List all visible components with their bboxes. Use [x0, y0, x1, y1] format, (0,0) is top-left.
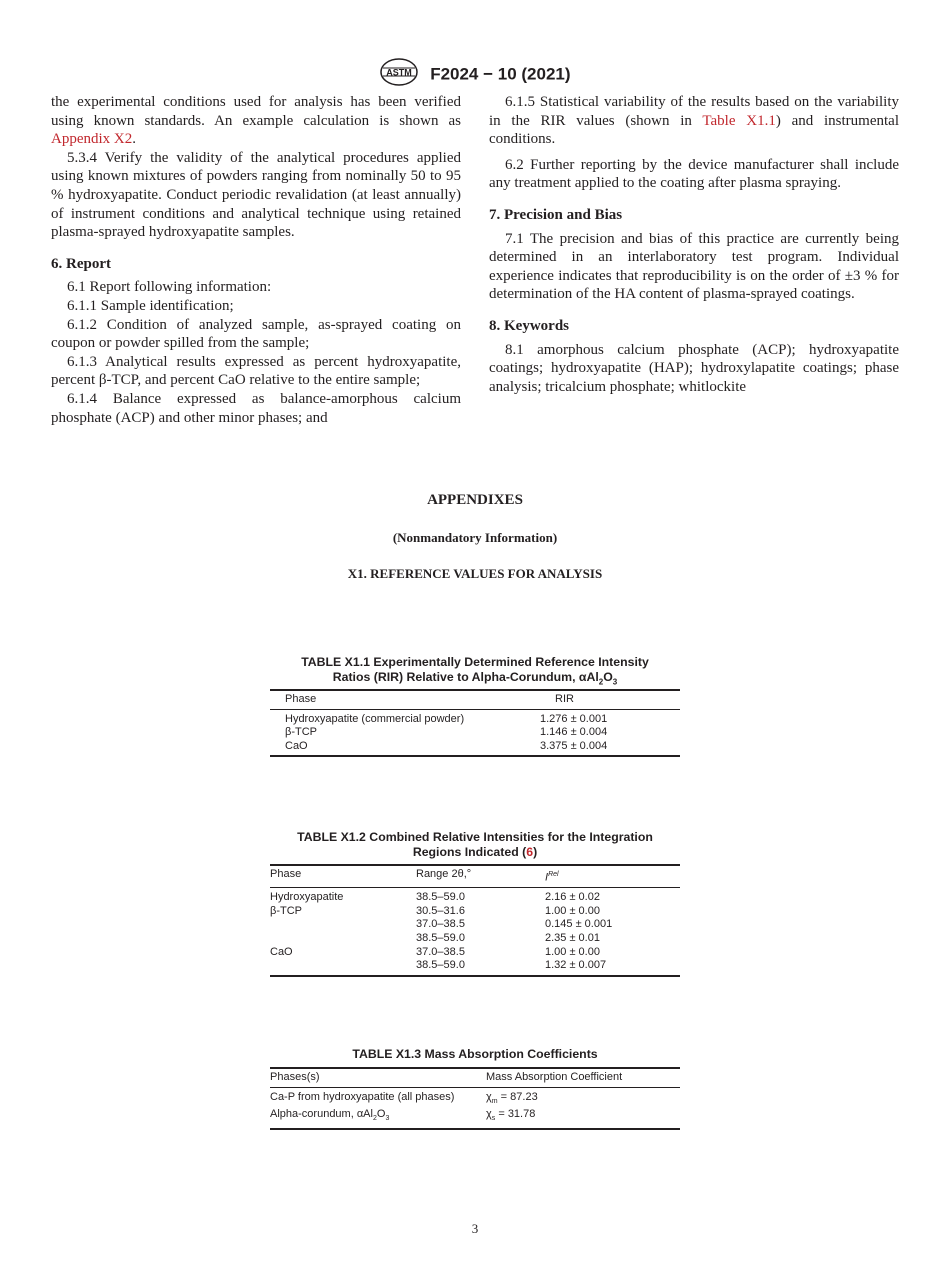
section-6-heading: 6. Report [51, 255, 111, 272]
reference-6-link[interactable]: 6 [526, 845, 534, 859]
section-7-heading: 7. Precision and Bias [489, 206, 623, 223]
table-row: 38.5–59.0 2.35 ± 0.01 [416, 932, 600, 945]
astm-logo-icon [379, 57, 419, 92]
paragraph-6-1: 6.1 Report following information: [67, 279, 272, 296]
table-row: 37.0–38.5 0.145 ± 0.001 [416, 918, 613, 931]
paragraph-5-3-4: 5.3.4 Verify the validity of the analytical procedures applied using known mixtures of powders ranging from nominally 50 to 95 % hydroxyapatite. Conduct periodic revalidation (at least annually) of instrument conditions and analytical technique using retained plasma-sprayed hydroxyapatite samples. [51, 149, 461, 241]
table-x1-3-title: TABLE X1.3 Mass Absorption Coefficients [352, 1047, 598, 1061]
paragraph-7-1: 7.1 The precision and bias of this practice are currently being determined in an interlaboratory test program. Individual experience indicates that reproducibility is on the order of ±3 % for determination of the HA content of plasma-sprayed coatings. [489, 230, 899, 303]
table-x1-1-link[interactable]: Table X1.1 [702, 112, 776, 129]
paragraph-6-1-1: 6.1.1 Sample identification; [67, 297, 234, 314]
table-row: β-TCP 1.146 ± 0.004 [285, 726, 608, 739]
left-column [51, 93, 461, 427]
table-x1-2-title: TABLE X1.2 Combined Relative Intensities for the Integration Regions Indicated (6) [297, 830, 653, 859]
paragraph-6-2: 6.2 Further reporting by the device manufacturer shall include any treatment applied to the coating after plasma spraying. [489, 156, 899, 192]
x1-heading: X1. REFERENCE VALUES FOR ANALYSIS [347, 566, 603, 581]
table-row: Hydroxyapatite (commercial powder) 1.276 ± 0.001 [285, 712, 608, 725]
table-row: Ca-P from hydroxyapatite (all phases) $\chi_m = 87.23$ [270, 1090, 538, 1105]
table-row: 38.5–59.0 1.32 ± 0.007 [270, 959, 680, 976]
paragraph-6-1-3: 6.1.3 Analytical results expressed as percent hydroxyapatite, percent β-TCP, and percent CaO relative to the entire sample; [51, 353, 461, 389]
svg-text:ASTM: ASTM [386, 67, 413, 78]
table-row: CaO 3.375 ± 0.004 [270, 740, 680, 757]
table-x1-1-title: TABLE X1.1 Experimentally Determined Reference Intensity Ratios (RIR) Relative to Alpha-Corundum, $\alpha Al_2O_3$ [301, 655, 649, 687]
appendixes-heading: APPENDIXES [427, 492, 523, 508]
paragraph-8-1: 8.1 amorphous calcium phosphate (ACP); hydroxyapatite coatings; hydroxyapatite (HAP); hydroxylapatite coatings; phase analysis; tricalcium phosphate; whitlockite [489, 341, 899, 395]
table-row: Hydroxyapatite 38.5–59.0 2.16 ± 0.02 [270, 891, 600, 904]
paragraph-6-1-4: 6.1.4 Balance expressed as balance-amorphous calcium phosphate (ACP) and other minor phases; and [51, 390, 461, 426]
paragraph-continued: the experimental conditions used for analysis has been verified using known standards. An example calculation is shown as Appendix X2. [51, 94, 461, 148]
column-header-rir: RIR [540, 690, 680, 709]
page-number: 3 [471, 1221, 479, 1236]
nonmandatory-subheading: (Nonmandatory Information) [392, 530, 558, 545]
table-x1-2 [270, 864, 680, 977]
table-x1-3 [270, 1067, 680, 1130]
right-column [489, 93, 899, 396]
paragraph-6-1-2: 6.1.2 Condition of analyzed sample, as-sprayed coating on coupon or powder spilled from the sample; [51, 316, 461, 352]
table-row: CaO 37.0–38.5 1.00 ± 0.00 [270, 945, 600, 958]
table-row: β-TCP 30.5–31.6 1.00 ± 0.00 [270, 904, 600, 917]
appendix-x2-link[interactable]: Appendix X2 [51, 131, 133, 148]
paragraph-6-1-5: 6.1.5 Statistical variability of the results based on the variability in the RIR values (shown in Table X1.1) and instrumental conditions. [489, 94, 899, 148]
page-header [0, 57, 950, 92]
table-row: Alpha-corundum, $\alpha Al_2O_3$ $\chi_s = 31.78$ [270, 1108, 680, 1129]
column-header-phase: Phase [270, 865, 416, 888]
column-header-phase: Phase [270, 690, 540, 709]
section-8-heading: 8. Keywords [489, 317, 569, 334]
column-header-mass-absorption: Mass Absorption Coefficient [486, 1068, 680, 1087]
column-header-phases: Phases(s) [270, 1068, 486, 1087]
table-x1-1 [270, 689, 680, 757]
document-designation: F2024 − 10 (2021) [430, 64, 571, 84]
column-header-irel: $I^{Rel}$ [545, 865, 680, 888]
column-header-range: Range 2θ,° [416, 865, 545, 888]
